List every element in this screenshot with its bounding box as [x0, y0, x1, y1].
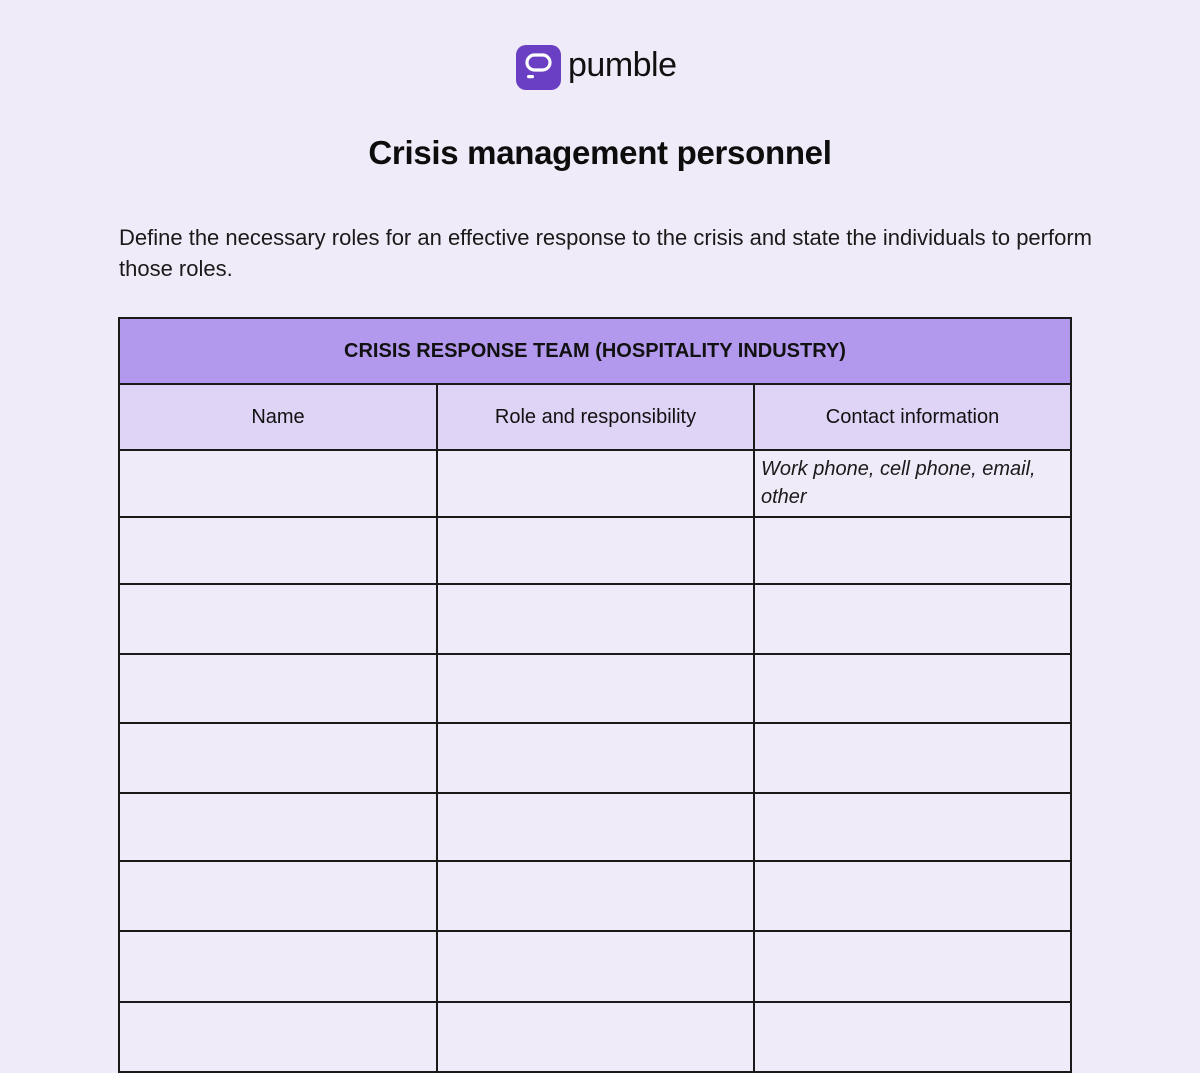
name-cell[interactable]: [119, 450, 437, 517]
table-row: [119, 861, 1071, 931]
table-row: [119, 654, 1071, 723]
contact-cell[interactable]: [754, 1002, 1071, 1072]
column-header-name: Name: [119, 384, 437, 450]
contact-cell[interactable]: [754, 584, 1071, 654]
role-cell[interactable]: [437, 654, 754, 723]
contact-cell[interactable]: [754, 654, 1071, 723]
name-cell[interactable]: [119, 654, 437, 723]
name-cell[interactable]: [119, 723, 437, 793]
table-row: [119, 584, 1071, 654]
table-heading: CRISIS RESPONSE TEAM (HOSPITALITY INDUSTRY): [119, 318, 1071, 384]
name-cell[interactable]: [119, 931, 437, 1002]
table-row: [119, 517, 1071, 584]
role-cell[interactable]: [437, 931, 754, 1002]
contact-cell[interactable]: [754, 450, 1071, 517]
role-cell[interactable]: [437, 584, 754, 654]
contact-cell[interactable]: [754, 861, 1071, 931]
name-cell[interactable]: [119, 1002, 437, 1072]
table-row: [119, 931, 1071, 1002]
name-cell[interactable]: [119, 793, 437, 861]
intro-text: Define the necessary roles for an effective response to the crisis and state the individuals to perform those roles.: [119, 225, 1092, 281]
role-cell[interactable]: [437, 517, 754, 584]
table-row: [119, 1002, 1071, 1072]
role-cell[interactable]: [437, 450, 754, 517]
contact-cell[interactable]: [754, 931, 1071, 1002]
page-title: Crisis management personnel: [368, 134, 832, 171]
role-cell[interactable]: [437, 1002, 754, 1072]
name-cell[interactable]: [119, 861, 437, 931]
table-row: [119, 450, 1071, 517]
role-cell[interactable]: [437, 793, 754, 861]
column-header-role: Role and responsibility: [437, 384, 754, 450]
contact-cell[interactable]: [754, 793, 1071, 861]
name-cell[interactable]: [119, 584, 437, 654]
column-header-contact: Contact information: [754, 384, 1071, 450]
pumble-logo-icon: [516, 45, 561, 90]
brand-name: pumble: [568, 46, 677, 84]
table-row: [119, 723, 1071, 793]
role-cell[interactable]: [437, 861, 754, 931]
contact-cell[interactable]: [754, 517, 1071, 584]
name-cell[interactable]: [119, 517, 437, 584]
brand-logo: [516, 44, 677, 90]
contact-hint-text: Work phone, cell phone, email, other: [761, 458, 1036, 508]
crisis-response-table: [118, 317, 1072, 1073]
contact-cell[interactable]: [754, 723, 1071, 793]
role-cell[interactable]: [437, 723, 754, 793]
table-row: [119, 793, 1071, 861]
